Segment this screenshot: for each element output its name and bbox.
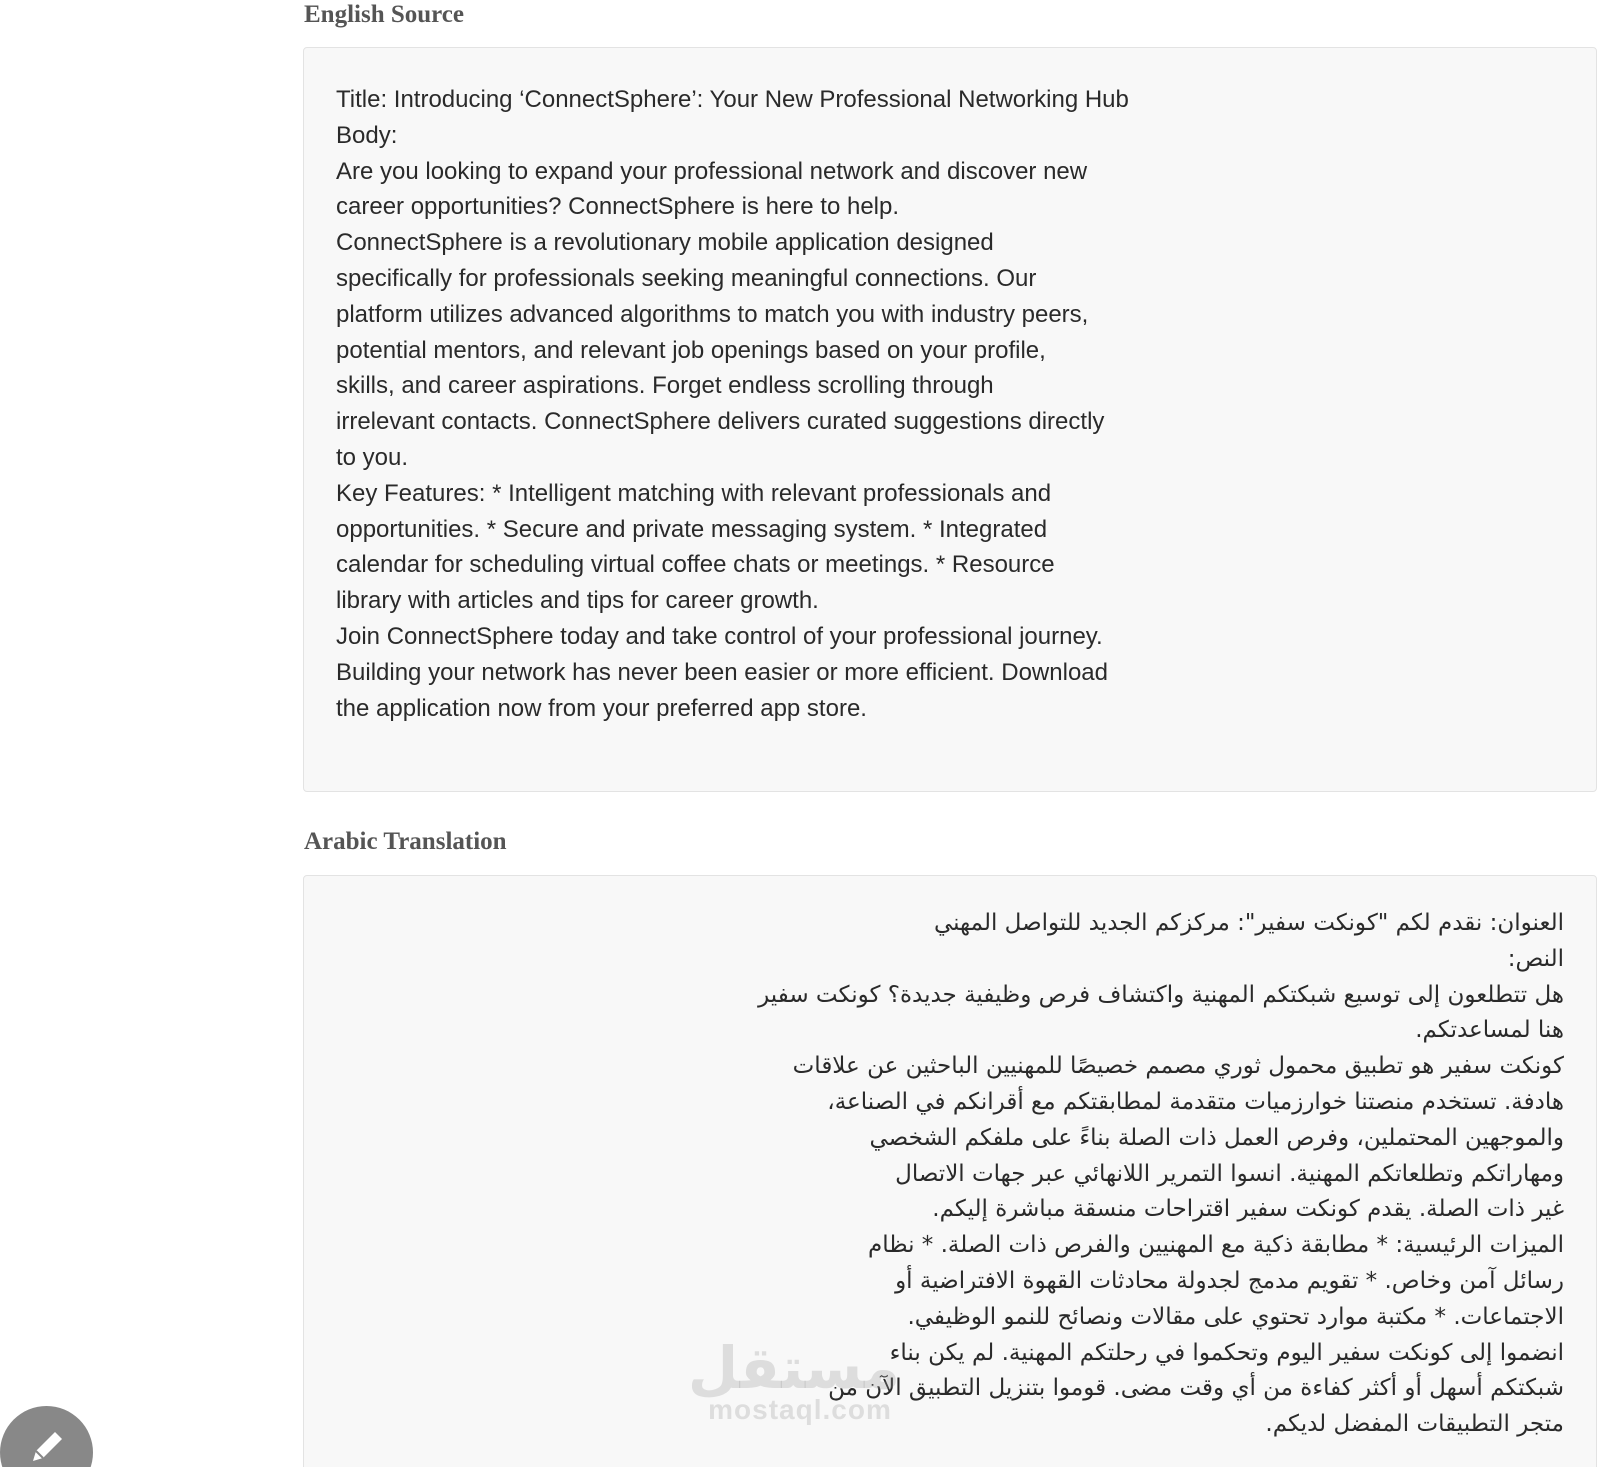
english-line: the application now from your preferred app store. — [336, 694, 867, 722]
english-line: career opportunities? ConnectSphere is here to help. — [336, 193, 900, 221]
english-line: calendar for scheduling virtual coffee chats or meetings. * Resource — [336, 551, 1055, 579]
arabic-translation-heading: Arabic Translation — [304, 828, 507, 855]
arabic-line: ومهاراتكم وتطلعاتكم المهنية. انسوا التمرير اللانهائي عبر جهات الاتصال — [895, 1160, 1564, 1187]
arabic-line: شبكتكم أسهل أو أكثر كفاءة من أي وقت مضى. قوموا بتنزيل التطبيق الآن من — [828, 1375, 1564, 1402]
english-line: Key Features: * Intelligent matching with relevant professionals and — [336, 479, 1052, 507]
english-line: irrelevant contacts. ConnectSphere delivers curated suggestions directly — [336, 408, 1105, 436]
arabic-line: هنا لمساعدتكم. — [1415, 1017, 1564, 1044]
arabic-line: هل تتطلعون إلى توسيع شبكتكم المهنية واكتشاف فرص وظيفية جديدة؟ كونكت سفير — [758, 981, 1564, 1008]
arabic-line: العنوان: نقدم لكم "كونكت سفير": مركزكم الجديد للتواصل المهني — [933, 910, 1564, 936]
arabic-line: والموجهين المحتملين، وفرص العمل ذات الصلة بناءً على ملفكم الشخصي — [869, 1124, 1564, 1151]
english-line: potential mentors, and relevant job openings based on your profile, — [336, 336, 1046, 364]
english-line: Join ConnectSphere today and take control of your professional journey. — [336, 622, 1103, 650]
english-line: Body: — [336, 121, 398, 149]
english-source-heading: English Source — [304, 1, 464, 28]
english-line: to you. — [336, 443, 409, 471]
arabic-line: انضموا إلى كونكت سفير اليوم وتحكموا في رحلتكم المهنية. لم يكن بناء — [889, 1339, 1564, 1366]
arabic-line: رسائل آمن وخاص. * تقويم مدمج لجدولة محادثات القهوة الافتراضية أو — [895, 1267, 1564, 1294]
arabic-line: هادفة. تستخدم منصتنا خوارزميات متقدمة لمطابقتكم مع أقرانكم في الصناعة، — [827, 1088, 1564, 1115]
watermark-arabic-text: مستقل — [687, 1334, 900, 1402]
arabic-line: كونكت سفير هو تطبيق محمول ثوري مصمم خصيصًا للمهنيين الباحثين عن علاقات — [792, 1053, 1564, 1080]
arabic-line: الاجتماعات. * مكتبة موارد تحتوي على مقالات ونصائح للنمو الوظيفي. — [907, 1303, 1564, 1330]
english-line: Title: Introducing ‘ConnectSphere’: Your New Professional Networking Hub — [336, 86, 1129, 113]
english-line: skills, and career aspirations. Forget endless scrolling through — [336, 372, 994, 400]
english-line: specifically for professionals seeking meaningful connections. Our — [336, 264, 1037, 292]
arabic-line: متجر التطبيقات المفضل لديكم. — [1265, 1411, 1564, 1438]
english-line: library with articles and tips for career growth. — [336, 587, 819, 615]
english-line: opportunities. * Secure and private messaging system. * Integrated — [336, 515, 1048, 543]
edit-floating-button[interactable] — [0, 1406, 93, 1467]
english-line: Are you looking to expand your professional network and discover new — [336, 157, 1088, 185]
arabic-line: النص: — [1507, 945, 1564, 972]
arabic-line: الميزات الرئيسية: * مطابقة ذكية مع المهنيين والفرص ذات الصلة. * نظام — [867, 1232, 1564, 1259]
watermark-latin-text: mostaql.com — [708, 1394, 892, 1425]
arabic-line: غير ذات الصلة. يقدم كونكت سفير اقتراحات منسقة مباشرة إليكم. — [932, 1196, 1564, 1223]
english-source-text-box[interactable] — [303, 47, 1597, 792]
english-line: ConnectSphere is a revolutionary mobile application designed — [336, 229, 994, 257]
english-line: Building your network has never been easier or more efficient. Download — [336, 658, 1108, 686]
arabic-translation-text-box[interactable] — [303, 875, 1597, 1467]
pencil-icon — [28, 1426, 68, 1466]
english-line: platform utilizes advanced algorithms to match you with industry peers, — [336, 300, 1089, 328]
